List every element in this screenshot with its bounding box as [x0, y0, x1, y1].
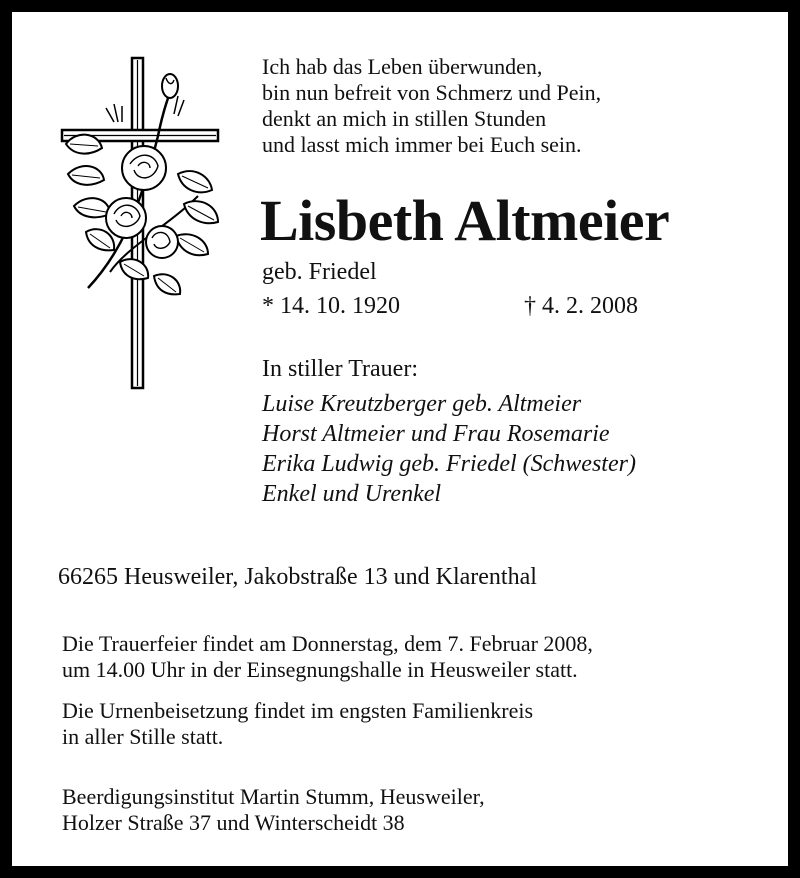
urn-burial-info [62, 698, 533, 750]
urn-burial-line: in aller Stille statt. [62, 724, 224, 749]
funeral-info [62, 631, 593, 683]
poem-line: und lasst mich immer bei Euch sein. [262, 132, 582, 157]
poem [262, 54, 601, 158]
death-date: † 4. 2. 2008 [524, 293, 638, 319]
cross-with-roses-icon [58, 56, 224, 390]
mourner-name: Luise Kreutzberger geb. Altmeier [262, 391, 582, 417]
mourner-name: Enkel und Urenkel [262, 481, 442, 507]
deceased-name: Lisbeth Altmeier [260, 188, 670, 253]
funeral-line: um 14.00 Uhr in der Einsegnungshalle in Heusweiler statt. [62, 657, 578, 682]
funeral-line: Die Trauerfeier findet am Donnerstag, dem 7. Februar 2008, [62, 631, 593, 656]
poem-line: denkt an mich in stillen Stunden [262, 106, 547, 131]
urn-burial-line: Die Urnenbeisetzung findet im engsten Familienkreis [62, 698, 534, 723]
mourner-name: Erika Ludwig geb. Friedel (Schwester) [262, 451, 636, 477]
mourning-label: In stiller Trauer: [262, 356, 418, 382]
undertaker-line: Holzer Straße 37 und Winterscheidt 38 [62, 810, 405, 835]
mourner-name: Horst Altmeier und Frau Rosemarie [262, 421, 610, 447]
birth-date: * 14. 10. 1920 [262, 293, 400, 319]
undertaker-info [62, 784, 485, 836]
poem-line: bin nun befreit von Schmerz und Pein, [262, 80, 602, 105]
maiden-name: geb. Friedel [262, 259, 377, 285]
poem-line: Ich hab das Leben überwunden, [262, 54, 543, 79]
undertaker-line: Beerdigungsinstitut Martin Stumm, Heusweiler, [62, 784, 485, 809]
mourners-list [262, 389, 636, 509]
family-address: 66265 Heusweiler, Jakobstraße 13 und Klarenthal [58, 564, 537, 590]
